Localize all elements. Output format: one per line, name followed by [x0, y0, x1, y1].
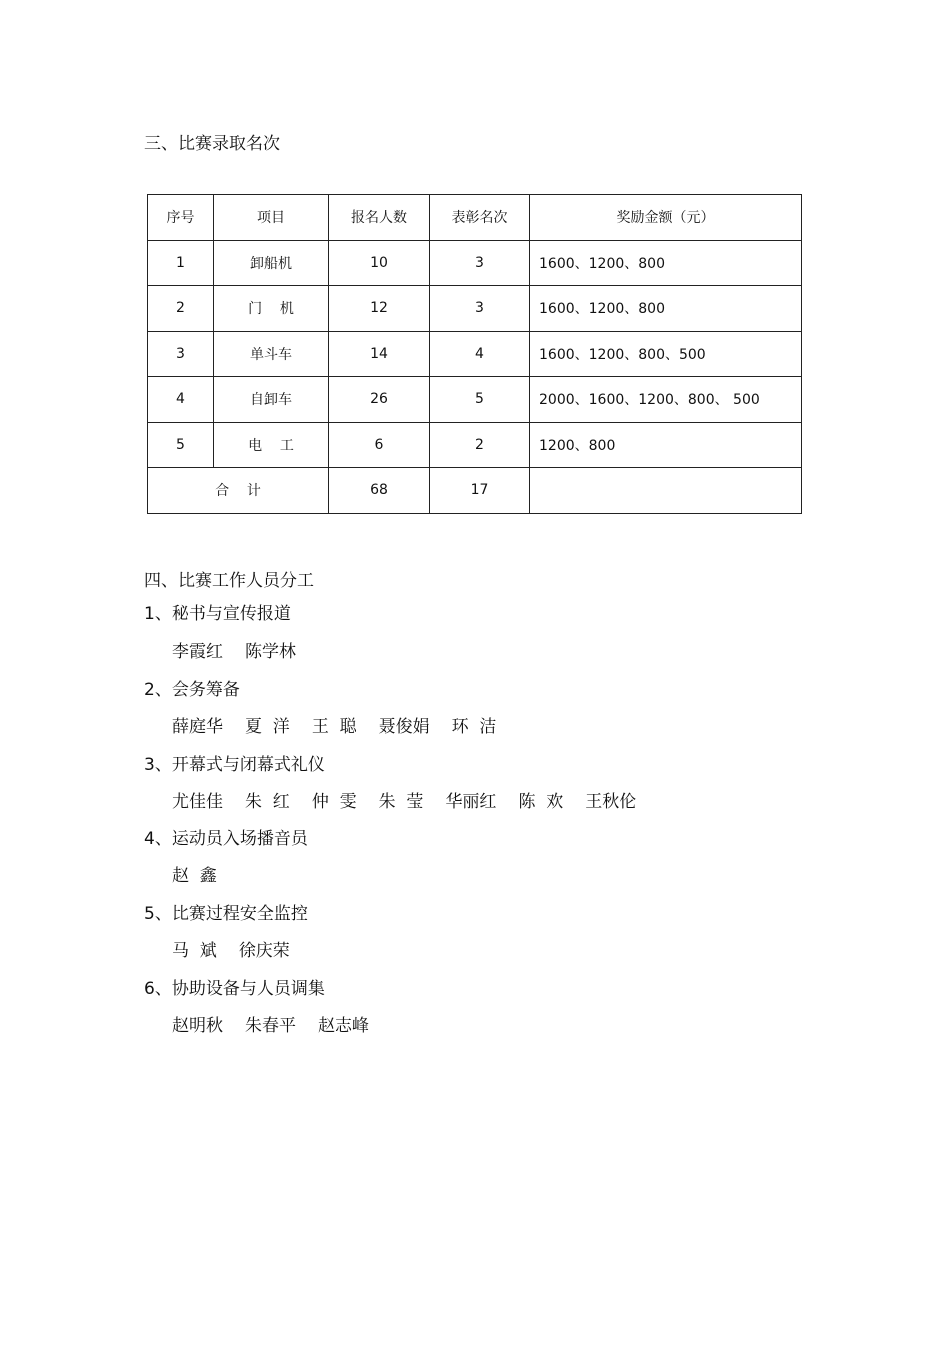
table-cell: 14: [329, 331, 430, 377]
person-name: 赵 鑫: [172, 866, 217, 886]
person-name: 聂俊娟: [378, 717, 430, 737]
people-list: [172, 712, 518, 737]
total-amount: [530, 468, 802, 514]
table-cell: 26: [329, 377, 430, 423]
header-cell: 报名人数: [329, 195, 430, 241]
person-name: 马 斌: [172, 941, 217, 961]
task-label: 2、会务筹备: [144, 680, 240, 700]
person-name: 赵志峰: [318, 1016, 369, 1036]
table-cell: 1600、1200、800: [530, 286, 802, 332]
person-name: 朱 莹: [378, 792, 424, 812]
total-label: 合 计: [148, 468, 329, 514]
task-label: 1、秘书与宣传报道: [144, 604, 291, 624]
table-cell: 1200、800: [530, 422, 802, 468]
table-row: [148, 286, 802, 332]
table-row: [148, 377, 802, 423]
person-name: 王 聪: [311, 717, 357, 737]
table-cell: 1: [148, 240, 214, 286]
person-name: 陈 欢: [518, 792, 564, 812]
table-cell: 1600、1200、800: [530, 240, 802, 286]
table-cell: 6: [329, 422, 430, 468]
table-cell: 3: [430, 240, 530, 286]
people-list: [172, 936, 312, 961]
person-name: 陈学林: [245, 642, 296, 662]
person-name: 夏 洋: [245, 717, 290, 737]
table-cell: 电 工: [214, 422, 329, 468]
table-row: [148, 422, 802, 468]
table-cell: 卸船机: [214, 240, 329, 286]
people-list: [172, 637, 318, 662]
table-header-row: [148, 195, 802, 241]
person-name: 薛庭华: [172, 717, 223, 737]
person-name: 朱春平: [245, 1016, 296, 1036]
person-name: 徐庆荣: [238, 941, 290, 961]
person-name: 尤佳佳: [172, 792, 223, 812]
task-label: 4、运动员入场播音员: [144, 829, 308, 849]
people-list: [172, 1011, 391, 1036]
total-count: 68: [329, 468, 430, 514]
table-cell: 12: [329, 286, 430, 332]
task-label: 6、协助设备与人员调集: [144, 979, 325, 999]
person-name: 华丽红: [445, 792, 497, 812]
table-cell: 门 机: [214, 286, 329, 332]
table-cell: 2000、1600、1200、800、 500: [530, 377, 802, 423]
table-cell: 3: [148, 331, 214, 377]
table-cell: 2: [148, 286, 214, 332]
table-cell: 1600、1200、800、500: [530, 331, 802, 377]
people-list: [172, 787, 658, 812]
person-name: 王秋伦: [585, 792, 637, 812]
total-awards: 17: [430, 468, 530, 514]
table-cell: 自卸车: [214, 377, 329, 423]
table-cell: 10: [329, 240, 430, 286]
person-name: 仲 雯: [311, 792, 357, 812]
people-list: [172, 861, 239, 886]
awards-table: [147, 194, 802, 514]
table-cell: 4: [430, 331, 530, 377]
table-total-row: [148, 468, 802, 514]
header-cell: 项目: [214, 195, 329, 241]
table-cell: 3: [430, 286, 530, 332]
person-name: 赵明秋: [172, 1016, 223, 1036]
person-name: 李霞红: [172, 642, 223, 662]
header-cell: 奖励金额（元）: [530, 195, 802, 241]
table-row: [148, 331, 802, 377]
table-cell: 2: [430, 422, 530, 468]
table-row: [148, 240, 802, 286]
header-cell: 表彰名次: [430, 195, 530, 241]
person-name: 环 洁: [451, 717, 497, 737]
section4-heading: 四、比赛工作人员分工: [144, 571, 314, 591]
header-cell: 序号: [148, 195, 214, 241]
person-name: 朱 红: [245, 792, 290, 812]
section3-heading: 三、比赛录取名次: [144, 134, 280, 154]
table-cell: 4: [148, 377, 214, 423]
task-label: 3、开幕式与闭幕式礼仪: [144, 755, 325, 775]
table-cell: 单斗车: [214, 331, 329, 377]
table-cell: 5: [148, 422, 214, 468]
task-label: 5、比赛过程安全监控: [144, 904, 308, 924]
table-cell: 5: [430, 377, 530, 423]
